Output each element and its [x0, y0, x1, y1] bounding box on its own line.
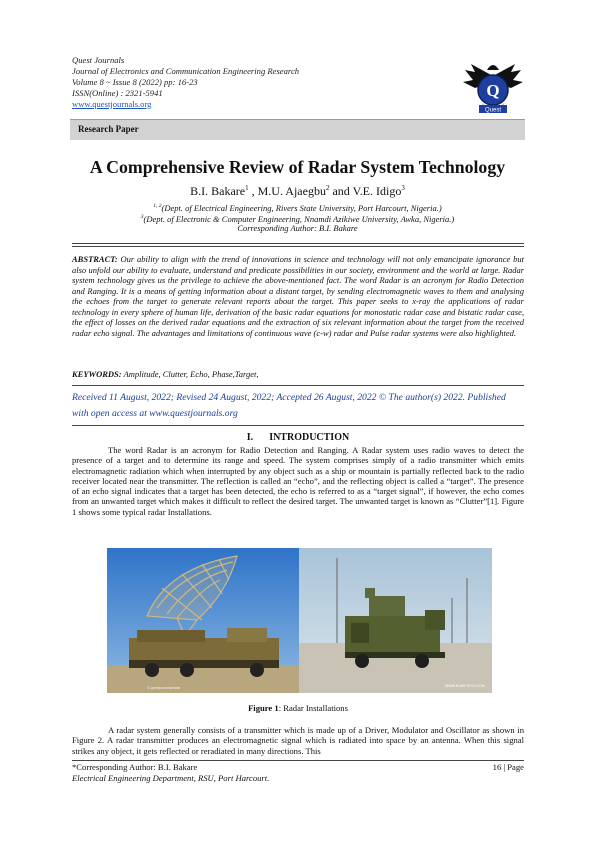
left-photo-watermark: © questjournals/radar [147, 686, 181, 690]
journal-name: Quest Journals [72, 55, 125, 65]
author-sup: 3 [401, 184, 405, 192]
figure-caption-text: : Radar Installations [278, 703, 348, 713]
author-sup: 1 [245, 184, 249, 192]
abstract-label: ABSTRACT: [72, 254, 118, 264]
author-sup: 2 [325, 184, 330, 192]
abstract [72, 254, 524, 338]
journal-title: Journal of Electronics and Communication Engineering Research [72, 65, 300, 76]
footer-department: Electrical Engineering Department, RSU, Port Harcourt. [72, 773, 270, 783]
intro-paragraph-1: The word Radar is an acronym for Radio Detection and Ranging. A Radar system uses radio waves to detect the presence of a target and to determine its range and speed. The system comprises simply of a radio transmitter which emits electromagnetic radiation which when interrupted by any object such as a ship or mountain is partially reflected back to the radio receiver located near the transmitter. The reflection is called an “echo”, and the reflecting object is called a “target”. The presence of an echo signal indicates that a target has been detected, the echo is referred to as a “target signal”, if however, the echo comes from an unwanted target which makes it difficult to reflect the desired target. The unwanted target is known as “Clutter”[1]. Figure 1 shows some typical radar Installations. [72, 445, 524, 517]
abstract-text: Our ability to align with the trend of innovations in science and technology will not only emancipate ignorance but also unfold our ability to evaluate, understand and predicate possibilities in our society, environment and the world at large. Radar system technology gives us the privilege to achieve the above-mentioned fact. The word Radar is an acronym for Radio Detection and Ranging. It is a means of getting information about a distant target, by sending electromagnetic waves to them and analysing the echoes from the target to generate relevant reports about the target. This paper seeks to x-ray the applications of radar technology in every sphere of human life, derivation of the basic radar equations for monostatic radar case and bistatic radar case, the effect of losses on the derived radar equations and the extraction of six relevant information about the target from the received radar echo signal. The advantages and limitations of continuous wave (c-w) radar and Pulse radar systems were also highlighted. [72, 254, 525, 338]
section-number: I. [246, 432, 254, 443]
antenna-array [369, 596, 405, 616]
figure-label: Figure 1 [248, 703, 279, 713]
footer-rule [72, 760, 524, 761]
journal-issn: ISSN(Online) : 2321-5941 [72, 87, 163, 98]
section-title: INTRODUCTION [269, 432, 350, 443]
svg-text:Q: Q [486, 81, 500, 100]
journal-website-link[interactable]: www.questjournals.org [72, 98, 152, 109]
intro-paragraph-2: A radar system generally consists of a transmitter which is made up of a Driver, Modulator and Oscillator as shown in Figure 2. A radar transmitter produces an electromagnetic signal which is radiated into space by an antenna. When this signal strikes any object, it gets reflected or reradiated in many directions. This [72, 725, 524, 756]
corresponding-author-line: Corresponding Author: B.I. Bakare [237, 223, 358, 233]
keywords-label: KEYWORDS: [72, 369, 122, 379]
affiliation-1: $^{1, 2}$(Dept. of Electrical Engineering, Rivers State University, Port Harcourt, Nigeria.) [153, 202, 442, 213]
affiliation-2: $^3$(Dept. of Electronic & Computer Engineering, Nnamdi Azikiwe University, Awka, Nigeria.) [140, 213, 455, 224]
logo-text: Quest [484, 107, 502, 114]
received-rule [72, 385, 524, 386]
abstract-top-rule [72, 243, 524, 244]
figure-radar-installations [107, 548, 492, 693]
journal-volume: Volume 8 ~ Issue 8 (2022) pp: 16-23 [72, 76, 198, 87]
right-photo-watermark: WWW.RUMYTECH.COM [445, 684, 485, 688]
section-type-bar [70, 119, 525, 140]
paper-title: A Comprehensive Review of Radar System Technology [89, 157, 506, 177]
section-type-label: Research Paper [78, 124, 139, 134]
received-dates: Received 11 August, 2022; Revised 24 August, 2022; Accepted 26 August, 2022 © The author(s) 2022. Published with open access at www.questjournals.org [72, 392, 506, 419]
author-list: B.I. Bakare$^1$ , M.U. Ajaegbu$^2$ and V.E. Idigo$^3$ [190, 184, 405, 198]
journal-header [72, 55, 452, 110]
keywords [72, 369, 524, 379]
left-photo-ground [107, 666, 299, 693]
abstract-top-rule-2 [72, 246, 524, 247]
page-number: 16 | Page [492, 762, 524, 772]
quest-journals-logo [461, 58, 525, 122]
author-name: V.E. Idigo [352, 184, 402, 198]
author-name: B.I. Bakare [190, 184, 246, 198]
intro-rule [72, 425, 524, 426]
keywords-text: Amplitude, Clutter, Echo, Phase,Target, [123, 369, 259, 379]
footer-left [72, 762, 269, 784]
figure-caption [72, 703, 524, 713]
author-name: M.U. Ajaegbu [257, 184, 326, 198]
footer-corresponding-author: *Corresponding Author: B.I. Bakare [72, 762, 198, 772]
section-heading [72, 432, 524, 443]
